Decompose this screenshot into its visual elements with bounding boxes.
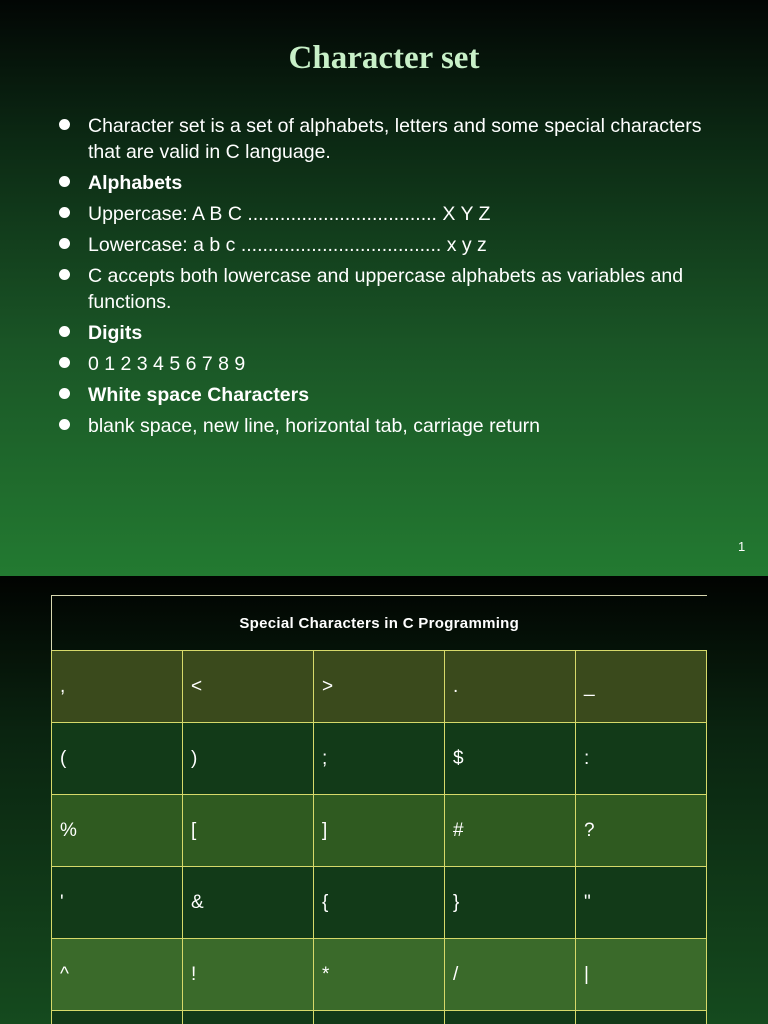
table-cell: ? <box>576 795 707 867</box>
table-cell <box>576 1011 707 1024</box>
bullet-item: Lowercase: a b c ..................................... x y z <box>58 232 718 258</box>
table-cell <box>445 1011 576 1024</box>
table-cell: ! <box>183 939 314 1011</box>
bullet-item: 0 1 2 3 4 5 6 7 8 9 <box>58 351 718 377</box>
table-cell: % <box>52 795 183 867</box>
table-cell: * <box>314 939 445 1011</box>
special-characters-table <box>51 595 707 1024</box>
table-cell: ^ <box>52 939 183 1011</box>
table-cell: { <box>314 867 445 939</box>
table-cell: / <box>445 939 576 1011</box>
table-row <box>52 1011 707 1024</box>
bullet-item: Uppercase: A B C ................................... X Y Z <box>58 201 718 227</box>
table-row <box>52 795 707 867</box>
bullet-item: C accepts both lowercase and uppercase alphabets as variables and functions. <box>58 263 718 315</box>
table-cell: , <box>52 651 183 723</box>
table-cell: . <box>445 651 576 723</box>
slide-2 <box>0 576 768 1024</box>
bullet-item: blank space, new line, horizontal tab, carriage return <box>58 413 718 439</box>
table-cell: ) <box>183 723 314 795</box>
table-cell <box>52 1011 183 1024</box>
table-cell: $ <box>445 723 576 795</box>
bullet-item: Alphabets <box>58 170 718 196</box>
table-cell: : <box>576 723 707 795</box>
table-cell: } <box>445 867 576 939</box>
slide-title: Character set <box>288 40 480 76</box>
table-row <box>52 651 707 723</box>
page-number: 1 <box>738 539 746 554</box>
table-cell: > <box>314 651 445 723</box>
table-cell: ] <box>314 795 445 867</box>
table-row <box>52 867 707 939</box>
bullet-item: White space Characters <box>58 382 718 408</box>
table-cell: [ <box>183 795 314 867</box>
table-cell: ' <box>52 867 183 939</box>
table-cell <box>314 1011 445 1024</box>
table-row <box>52 939 707 1011</box>
table-cell: & <box>183 867 314 939</box>
bullet-item: Digits <box>58 320 718 346</box>
table-row <box>52 723 707 795</box>
table-cell: | <box>576 939 707 1011</box>
table-title: Special Characters in C Programming <box>52 596 707 651</box>
table-cell: _ <box>576 651 707 723</box>
table-cell: ( <box>52 723 183 795</box>
bullet-list <box>58 113 718 444</box>
bullet-item: Character set is a set of alphabets, letters and some special characters that are valid in C language. <box>58 113 718 165</box>
table-cell: " <box>576 867 707 939</box>
table-cell: # <box>445 795 576 867</box>
table-cell: < <box>183 651 314 723</box>
table-cell: ; <box>314 723 445 795</box>
table-cell <box>183 1011 314 1024</box>
